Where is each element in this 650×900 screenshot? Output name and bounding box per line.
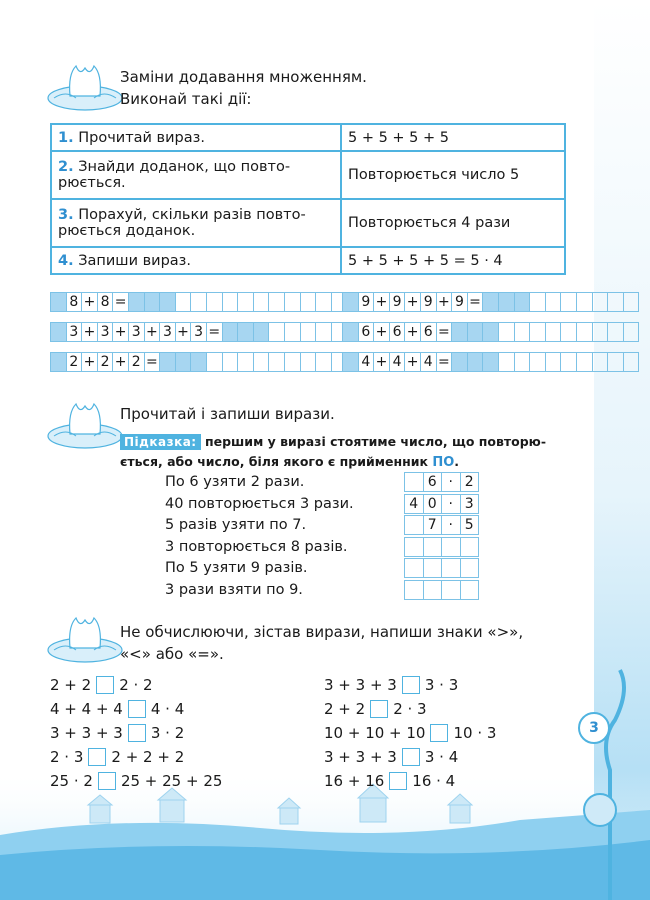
expression-left: 25 · 2 <box>50 772 93 790</box>
grid-cell[interactable] <box>176 292 192 312</box>
grid-cell[interactable]: + <box>176 322 192 342</box>
answer-cell[interactable]: · <box>442 494 461 514</box>
comparison-item <box>324 697 496 721</box>
grid-cell[interactable] <box>483 292 499 312</box>
grid-cell[interactable] <box>515 352 531 372</box>
expression-right: 16 · 4 <box>412 772 456 790</box>
list-item: 40 повторюється 3 рази. <box>165 495 354 512</box>
task3-title: Не обчислюючи, зістав вирази, напиши знаки «>», «<» або «=». <box>120 623 524 663</box>
expression-right: 3 · 4 <box>424 748 459 766</box>
grid-cell[interactable]: 3 <box>129 322 145 342</box>
sign-input-box[interactable] <box>402 748 420 766</box>
grid-cell[interactable] <box>316 352 332 372</box>
grid-cell[interactable] <box>285 322 301 342</box>
flower-icon <box>46 62 124 112</box>
grid-cell[interactable] <box>316 292 332 312</box>
grid-cell[interactable]: + <box>113 322 129 342</box>
grid-cell[interactable]: 2 <box>129 352 145 372</box>
grid-cell[interactable] <box>546 292 562 312</box>
grid-cell[interactable] <box>269 352 285 372</box>
answer-cell[interactable] <box>442 580 461 600</box>
grid-cell[interactable] <box>342 292 359 312</box>
grid-cell[interactable] <box>577 322 593 342</box>
sign-input-box[interactable] <box>389 772 407 790</box>
grid-cell[interactable]: + <box>405 292 421 312</box>
answer-cell[interactable] <box>404 558 424 578</box>
answer-cell[interactable] <box>404 580 424 600</box>
sign-input-box[interactable] <box>402 676 420 694</box>
grid-cell[interactable]: 4 <box>421 352 437 372</box>
grid-cell[interactable]: = <box>468 292 484 312</box>
grid-cell[interactable] <box>561 322 577 342</box>
answer-cell[interactable]: 2 <box>461 472 480 492</box>
grid-cell[interactable] <box>129 292 145 312</box>
list-item: По 5 узяти 9 разів. <box>165 560 308 576</box>
expression-left: 4 + 4 + 4 <box>50 700 123 718</box>
answer-row[interactable] <box>404 537 479 556</box>
expression-right: 2 + 2 + 2 <box>111 748 185 766</box>
grid-cell[interactable] <box>546 322 562 342</box>
grid-cell[interactable] <box>593 292 609 312</box>
flower-icon <box>46 400 124 450</box>
exercise-grid[interactable] <box>50 352 347 372</box>
comparison-left-column <box>50 673 222 793</box>
answer-row[interactable] <box>404 580 479 599</box>
grid-cell[interactable] <box>316 322 332 342</box>
task2-title: Прочитай і запиши вирази. <box>120 405 335 423</box>
expression-right: 3 · 3 <box>424 676 459 694</box>
grid-cell[interactable] <box>499 292 515 312</box>
table-row: 4. Запиши вираз. 5 + 5 + 5 + 5 = 5 · 4 <box>51 247 565 274</box>
answer-row[interactable] <box>404 558 479 577</box>
answer-cell[interactable] <box>404 515 424 535</box>
answer-cell[interactable]: 0 <box>424 494 443 514</box>
expression-right: 10 · 3 <box>453 724 497 742</box>
sign-input-box[interactable] <box>98 772 116 790</box>
grid-cell[interactable] <box>608 322 624 342</box>
grid-cell[interactable] <box>624 352 640 372</box>
answer-cell[interactable]: 4 <box>404 494 424 514</box>
comparison-item <box>50 745 222 769</box>
expression-right: 4 · 4 <box>150 700 185 718</box>
answer-cell[interactable] <box>461 580 480 600</box>
expressions-list <box>165 472 354 601</box>
grid-cell[interactable]: + <box>145 322 161 342</box>
grid-cell[interactable] <box>530 352 546 372</box>
grid-cell[interactable] <box>50 292 67 312</box>
grid-cell[interactable] <box>301 352 317 372</box>
grid-cell[interactable]: + <box>374 322 390 342</box>
expression-left: 3 + 3 + 3 <box>324 748 397 766</box>
grid-cell[interactable] <box>238 292 254 312</box>
grid-cell[interactable]: 3 <box>67 322 83 342</box>
sign-input-box[interactable] <box>88 748 106 766</box>
answer-cell[interactable] <box>404 537 424 557</box>
grid-cell[interactable] <box>50 322 67 342</box>
grid-cell[interactable] <box>160 352 176 372</box>
grid-cell[interactable] <box>577 352 593 372</box>
answer-cell[interactable] <box>404 472 424 492</box>
grid-cell[interactable]: 4 <box>359 352 375 372</box>
grid-cell[interactable]: + <box>82 352 98 372</box>
grid-cell[interactable]: = <box>207 322 223 342</box>
table-row: 3. Порахуй, скільки разів повто- рюється доданок. Повторюється 4 рази <box>51 199 565 247</box>
grid-cell[interactable]: = <box>113 292 129 312</box>
comparison-item <box>324 673 496 697</box>
sign-input-box[interactable] <box>370 700 388 718</box>
grid-cell[interactable] <box>624 292 640 312</box>
grid-cell[interactable]: 8 <box>98 292 114 312</box>
grid-cell[interactable] <box>207 292 223 312</box>
exercise-grid[interactable] <box>342 352 639 372</box>
grid-cell[interactable]: + <box>82 292 98 312</box>
hint-text: Підказка: першим у виразі стоятиме число, що повторю- ється, або число, біля якого є прийменник ПО. <box>120 434 547 470</box>
expression-right: 3 · 2 <box>150 724 185 742</box>
grid-cell[interactable]: 6 <box>421 322 437 342</box>
exercise-grid[interactable] <box>342 322 639 342</box>
grid-cell[interactable] <box>499 352 515 372</box>
grid-cell[interactable] <box>342 322 359 342</box>
grid-cell[interactable] <box>254 352 270 372</box>
grid-cell[interactable] <box>285 292 301 312</box>
answer-cell[interactable]: · <box>442 515 461 535</box>
answer-cell[interactable]: 5 <box>461 515 480 535</box>
list-item: По 6 узяти 2 рази. <box>165 474 305 490</box>
grid-cell[interactable] <box>577 292 593 312</box>
grid-cell[interactable] <box>483 322 499 342</box>
grid-cell[interactable] <box>207 352 223 372</box>
sign-input-box[interactable] <box>128 724 146 742</box>
expression-right: 2 · 3 <box>393 700 427 718</box>
answer-cell[interactable] <box>424 580 443 600</box>
answer-row[interactable] <box>404 515 479 534</box>
grid-cell[interactable]: + <box>374 352 390 372</box>
list-item: 5 разів узяти по 7. <box>165 517 307 533</box>
expression-right: 2 · 2 <box>119 676 153 694</box>
grid-cell[interactable] <box>483 352 499 372</box>
grid-cell[interactable] <box>608 352 624 372</box>
answer-row[interactable] <box>404 494 479 513</box>
expression-left: 2 + 2 <box>50 676 92 694</box>
sign-input-box[interactable] <box>430 724 448 742</box>
task1-title: Заміни додавання множенням. Виконай такі дії: <box>120 68 367 108</box>
grid-cell[interactable] <box>546 352 562 372</box>
grid-cell[interactable]: 9 <box>359 292 375 312</box>
grid-cell[interactable]: + <box>405 352 421 372</box>
expression-left: 3 + 3 + 3 <box>324 676 397 694</box>
grid-cell[interactable]: + <box>405 322 421 342</box>
comparison-item <box>324 745 496 769</box>
expression-left: 16 + 16 <box>324 772 385 790</box>
grid-cell[interactable]: + <box>374 292 390 312</box>
answer-cell[interactable] <box>461 537 480 557</box>
answer-row[interactable] <box>404 472 479 491</box>
grid-cell[interactable]: + <box>437 292 453 312</box>
grid-cell[interactable]: 9 <box>452 292 468 312</box>
answer-cell[interactable] <box>442 558 461 578</box>
grid-cell[interactable]: = <box>437 322 453 342</box>
answer-cell[interactable] <box>424 558 443 578</box>
grid-cell[interactable] <box>223 292 239 312</box>
grid-cell[interactable] <box>593 322 609 342</box>
comparison-item <box>50 697 222 721</box>
expression-right: 25 + 25 + 25 <box>120 772 223 790</box>
grid-cell[interactable]: 3 <box>191 322 207 342</box>
answer-cell[interactable] <box>461 558 480 578</box>
grid-cell[interactable]: + <box>113 352 129 372</box>
grid-cell[interactable]: 2 <box>67 352 83 372</box>
comparison-item <box>324 721 496 745</box>
table-row: 1. Прочитай вираз. 5 + 5 + 5 + 5 <box>51 124 565 151</box>
grid-cell[interactable] <box>176 352 192 372</box>
grid-cell[interactable] <box>238 322 254 342</box>
sign-input-box[interactable] <box>128 700 146 718</box>
grid-cell[interactable] <box>452 322 468 342</box>
grid-cell[interactable] <box>191 352 207 372</box>
exercise-grid[interactable] <box>50 322 347 342</box>
grid-cell[interactable] <box>145 292 161 312</box>
grid-cell[interactable]: + <box>82 322 98 342</box>
steps-table <box>50 123 566 275</box>
comparison-item <box>50 769 222 793</box>
comparison-item <box>324 769 496 793</box>
grid-cell[interactable] <box>160 292 176 312</box>
grid-cell[interactable]: = <box>437 352 453 372</box>
expression-left: 3 + 3 + 3 <box>50 724 123 742</box>
grid-cell[interactable] <box>452 352 468 372</box>
answer-cell[interactable]: 3 <box>461 494 480 514</box>
grid-cell[interactable] <box>624 322 640 342</box>
grid-cell[interactable] <box>285 352 301 372</box>
sign-input-box[interactable] <box>96 676 114 694</box>
grid-cell[interactable] <box>191 292 207 312</box>
expression-left: 10 + 10 + 10 <box>324 724 426 742</box>
answer-cell[interactable] <box>424 537 443 557</box>
grid-cell[interactable] <box>238 352 254 372</box>
grid-cell[interactable]: 4 <box>390 352 406 372</box>
grid-cell[interactable] <box>269 292 285 312</box>
grid-cell[interactable] <box>342 352 359 372</box>
grid-cell[interactable] <box>561 352 577 372</box>
grid-cell[interactable] <box>254 322 270 342</box>
answer-cell[interactable]: 6 <box>424 472 443 492</box>
grid-cell[interactable] <box>608 292 624 312</box>
grid-cell[interactable]: 3 <box>160 322 176 342</box>
grid-cell[interactable]: = <box>145 352 161 372</box>
grid-cell[interactable]: 3 <box>98 322 114 342</box>
grid-cell[interactable] <box>301 292 317 312</box>
grid-cell[interactable] <box>561 292 577 312</box>
grid-cell[interactable]: 9 <box>421 292 437 312</box>
grid-cell[interactable] <box>223 322 239 342</box>
page-number: 3 <box>578 712 610 744</box>
list-item: 3 повторюється 8 разів. <box>165 538 348 555</box>
grid-cell[interactable] <box>530 322 546 342</box>
grid-cell[interactable] <box>50 352 67 372</box>
grid-cell[interactable] <box>301 322 317 342</box>
table-row: 2. Знайди доданок, що повто- рюється. Повторюється число 5 <box>51 151 565 199</box>
answer-cell[interactable]: 7 <box>424 515 443 535</box>
flower-icon <box>46 614 124 664</box>
comparison-right-column <box>324 673 496 793</box>
expression-left: 2 + 2 <box>324 700 366 718</box>
grid-cell[interactable] <box>499 322 515 342</box>
grid-cell[interactable]: 9 <box>390 292 406 312</box>
grid-cell[interactable]: 8 <box>67 292 83 312</box>
hint-label: Підказка: <box>120 434 201 450</box>
grid-cell[interactable] <box>468 352 484 372</box>
exercise-grid[interactable] <box>50 292 347 312</box>
list-item: 3 рази взяти по 9. <box>165 581 303 598</box>
grid-cell[interactable] <box>468 322 484 342</box>
grid-cell[interactable]: 6 <box>390 322 406 342</box>
exercise-grid[interactable] <box>342 292 639 312</box>
grid-cell[interactable] <box>254 292 270 312</box>
grid-cell[interactable] <box>269 322 285 342</box>
grid-cell[interactable] <box>515 322 531 342</box>
grid-cell[interactable]: 6 <box>359 322 375 342</box>
answer-grid[interactable] <box>404 472 479 601</box>
grid-cell[interactable] <box>223 352 239 372</box>
grid-cell[interactable]: 2 <box>98 352 114 372</box>
answer-cell[interactable] <box>442 537 461 557</box>
expression-left: 2 · 3 <box>50 748 84 766</box>
grid-cell[interactable] <box>515 292 531 312</box>
answer-cell[interactable]: · <box>442 472 461 492</box>
comparison-item <box>50 721 222 745</box>
grid-cell[interactable] <box>593 352 609 372</box>
comparison-item <box>50 673 222 697</box>
grid-cell[interactable] <box>530 292 546 312</box>
